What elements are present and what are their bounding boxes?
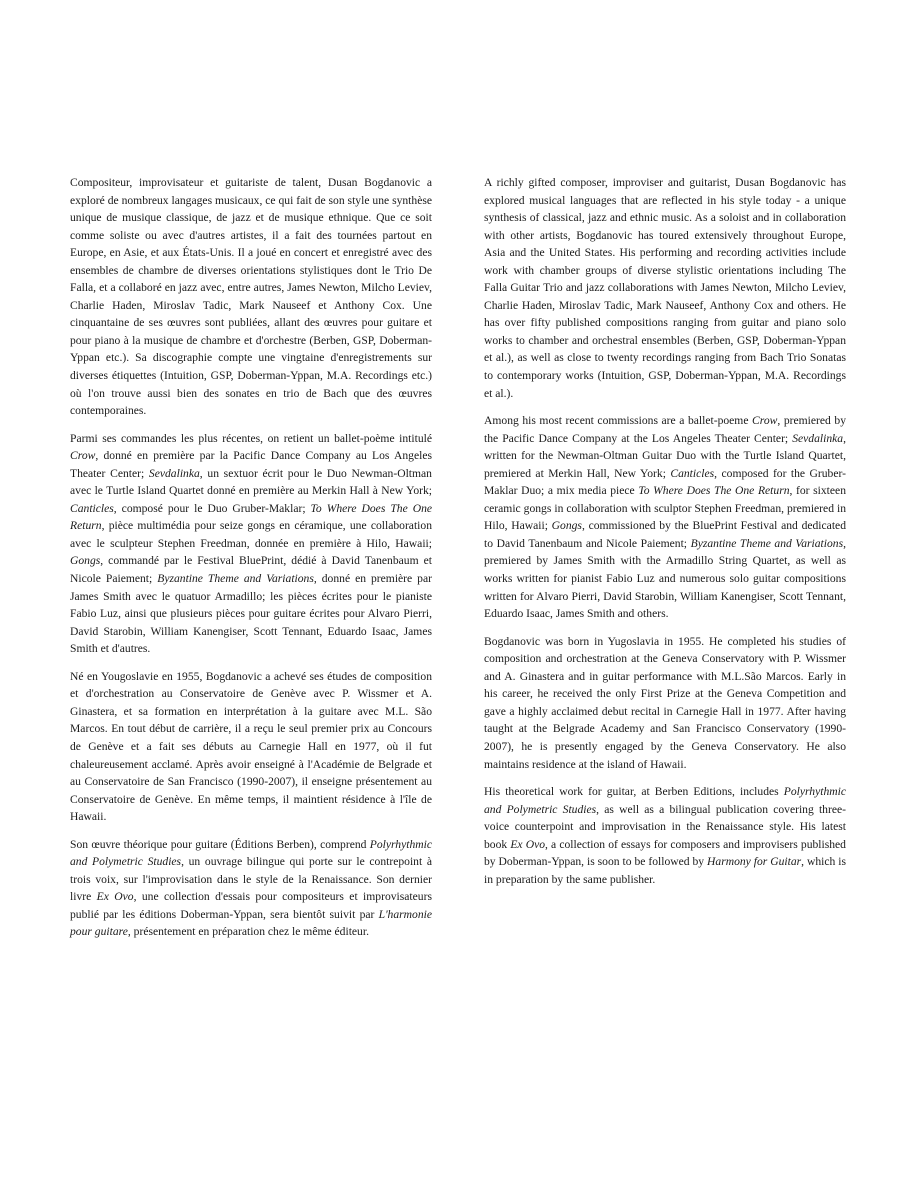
french-paragraph-theory [70,836,432,941]
text-run: , donné en première par James Smith avec le quatuor Armadillo; les pièces écrites pour le pianiste Fabio Luz, ainsi que plusieurs pièces pour guitare écrites pour Alvaro Pierri, David Starobin, William Kanengiser, Scott Tennant, Eduardo Isaac, James Smith et d'autres. [70,572,432,656]
text-run: , as well as a bilingual publication covering three- voice counterpoint and improvisation in the Renaissance style. His latest book [484,802,846,851]
text-run: , commissioned by the BluePrint Festival and dedicated to David Tanenbaum and Nicole Paiement; [484,519,846,550]
text-run: , composé pour le Duo Gruber-Maklar; [113,501,311,515]
text-run: His theoretical work for guitar, at Berben Editions, includes [484,785,784,799]
work-title-canticles: Canticles [70,501,114,515]
english-paragraph-theory [484,783,846,888]
text-run: , composed for the Gruber-Maklar Duo; a mix media piece [484,466,846,498]
book-title-ex-ovo: Ex Ovo [510,837,546,851]
text-run: , une collection d'essais pour compositeurs et improvisateurs publié par les éditions Doberman-Yppan, sera bientôt suivit par [70,890,432,921]
text-run: Parmi ses commandes les plus récentes, on retient un ballet-poème intitulé [70,431,432,445]
english-paragraph-commissions [484,412,846,623]
text-run: , which is in preparation by the same publisher. [484,855,846,886]
work-title-gongs: Gongs [70,554,101,568]
text-run: , un ouvrage bilingue qui porte sur le contrepoint à trois voix, sur l'improvisation dans le style de la Renaissance. Son dernier livre [70,855,432,904]
work-title-crow: Crow [70,449,96,463]
text-run: Among his most recent commissions are a ballet-poeme [484,414,753,428]
text-run: , donné en première par la Pacific Dance Company au Los Angeles Theater Center; [70,449,432,480]
text-run: , présentement en préparation chez le même éditeur. [127,925,369,939]
work-title-byzantine-theme: Byzantine Theme and Variations [690,536,844,550]
text-run: , premiered by James Smith with the Armadillo String Quartet, as well as works written for pianist Fabio Luz and numerous solo guitar compositions written for Alvaro Pierri, David Starobin, William Kanengiser, Scott Tennant, Eduardo Isaac, James Smith and others. [484,536,846,621]
work-title-gongs: Gongs [551,519,582,533]
text-run: , a collection of essays for composers and improvisers published by Doberman-Yppan, is soon to be followed by [484,837,846,869]
french-biography-column [70,174,432,941]
english-paragraph-intro: A richly gifted composer, improviser and guitarist, Dusan Bogdanovic has explored musical languages that are reflected in his style today - a unique synthesis of classical, jazz and ethnic music. As a soloist and in collaboration with other artists, Bogdanovic has toured extensively throughout Europe, Asia and the United States. His performing and recording activities include work with chamber groups of diverse stylistic orientations including The Falla Guitar Trio and jazz collaborations with James Newton, Milcho Leviev, Charlie Haden, Miroslav Tadic, Mark Nauseef, Anthony Cox and others. He has over fifty published compositions ranging from guitar and piano solo works to chamber and orchestral ensembles (Berben, GSP, Doberman-Yppan et al.), as well as close to twenty recordings ranging from Bach Trio Sonatas to contemporary works (Intuition, GSP, Doberman-Yppan, M.A. Recordings et al.). [484,176,846,400]
book-title-harmonie: L'harmonie pour guitare [70,907,432,939]
english-biography-column [484,174,846,888]
french-paragraph-intro: Compositeur, improvisateur et guitariste de talent, Dusan Bogdanovic a exploré de nombreux langages musicaux, ce qui fait de son style une synthèse unique de musique classique, de jazz et de musique ethnique. Que ce soit comme soliste ou avec d'autres artistes, il a fait des tournées partout en Europe, en Asie, et aux États-Unis. Il a joué en concert et enregistré avec des ensembles de chambre de diverses orientations stylistiques dont le Trio De Falla, et a collaboré en jazz avec, entre autres, James Newton, Milcho Leviev, Charlie Haden, Miroslav Tadic, Mark Nauseef et Anthony Cox. Une cinquantaine de ses œuvres sont publiées, allant des œuvres pour guitare et pour piano à la musique de chambre et d'orchestre (Berben, GSP, Doberman-Yppan etc.). Sa discographie compte une vingtaine d'enregistrements sur diverses étiquettes (Intuition, GSP, Doberman-Yppan, M.A. Recordings etc.) où l'on trouve aussi bien des sonates en trio de Bach que des œuvres contemporaines. [70,176,432,418]
work-title-sevdalinka: Sevdalinka [792,431,844,445]
text-run: Son œuvre théorique pour guitare (Éditions Berben), comprend [70,837,370,851]
french-paragraph-education: Né en Yougoslavie en 1955, Bogdanovic a achevé ses études de composition et d'orchestration au Conservatoire de Genève avec P. Wissmer et A. Ginastera, et sa formation en interprétation à la guitare avec M.L. São Marcos. En tout début de carrière, il a reçu le seul premier prix au Concours de Genève et a fait ses débuts au Carnegie Hall en 1977, où il fut chaleureusement acclamé. Après avoir enseigné à l'Académie de Belgrade et au Conservatoire de San Francisco (1990-2007), il enseigne présentement au Conservatoire de Genève. En même temps, il maintient résidence à l'île de Hawaii. [70,669,432,824]
book-title-harmony-for-guitar: Harmony for Guitar [707,855,802,869]
text-run: , commandé par le Festival BluePrint, dédié à David Tanenbaum et Nicole Paiement; [70,554,432,586]
text-run: , pièce multimédia pour seize gongs en céramique, une collaboration avec le sculpteur Stephen Freedman, donnée en première à Hilo, Hawaii; [70,519,432,550]
text-run: , un sextuor écrit pour le Duo Newman-Oltman avec le Turtle Island Quartet donné en première au Merkin Hall à New York; [70,466,432,498]
work-title-crow: Crow [752,414,778,428]
book-title-polyrhythmic: Polyrhythmic and Polymetric Studies [484,785,846,816]
text-run: , premiered by the Pacific Dance Company at the Los Angeles Theater Center; [484,414,846,445]
text-run: , written for the Newman-Oltman Guitar Duo with the Turtle Island Quartet, premiered at Merkin Hall, New York; [484,431,846,480]
work-title-byzantine-theme: Byzantine Theme and Variations [157,572,314,586]
work-title-to-where-does-the-one-return: To Where Does The One Return [70,501,433,533]
book-title-polyrhythmic: Polyrhythmic and Polymetric Studies [70,837,432,869]
work-title-canticles: Canticles [670,466,715,480]
text-run: , for sixteen ceramic gongs in collaboration with sculptor Stephen Freedman, premiered in Hilo, Hawaii; [484,484,846,533]
book-title-ex-ovo: Ex Ovo [96,890,134,904]
work-title-sevdalinka: Sevdalinka [148,466,200,480]
french-paragraph-commissions [70,430,432,658]
work-title-to-where-does-the-one-return: To Where Does The One Return [638,484,790,498]
english-paragraph-education: Bogdanovic was born in Yugoslavia in 1955. He completed his studies of composition and orchestration at the Geneva Conservatory with P. Wissmer and A. Ginastera and in guitar performance with M.L.São Marcos. Early in his career, he received the only First Prize at the Geneva Competition and gave a highly acclaimed debut recital in Carnegie Hall in 1977. After having taught at the Belgrade Academy and San Francisco Conservatory (1990-2007), he is presently engaged by the Geneva Conservatory. He also maintains residence at the island of Hawaii. [484,634,846,771]
